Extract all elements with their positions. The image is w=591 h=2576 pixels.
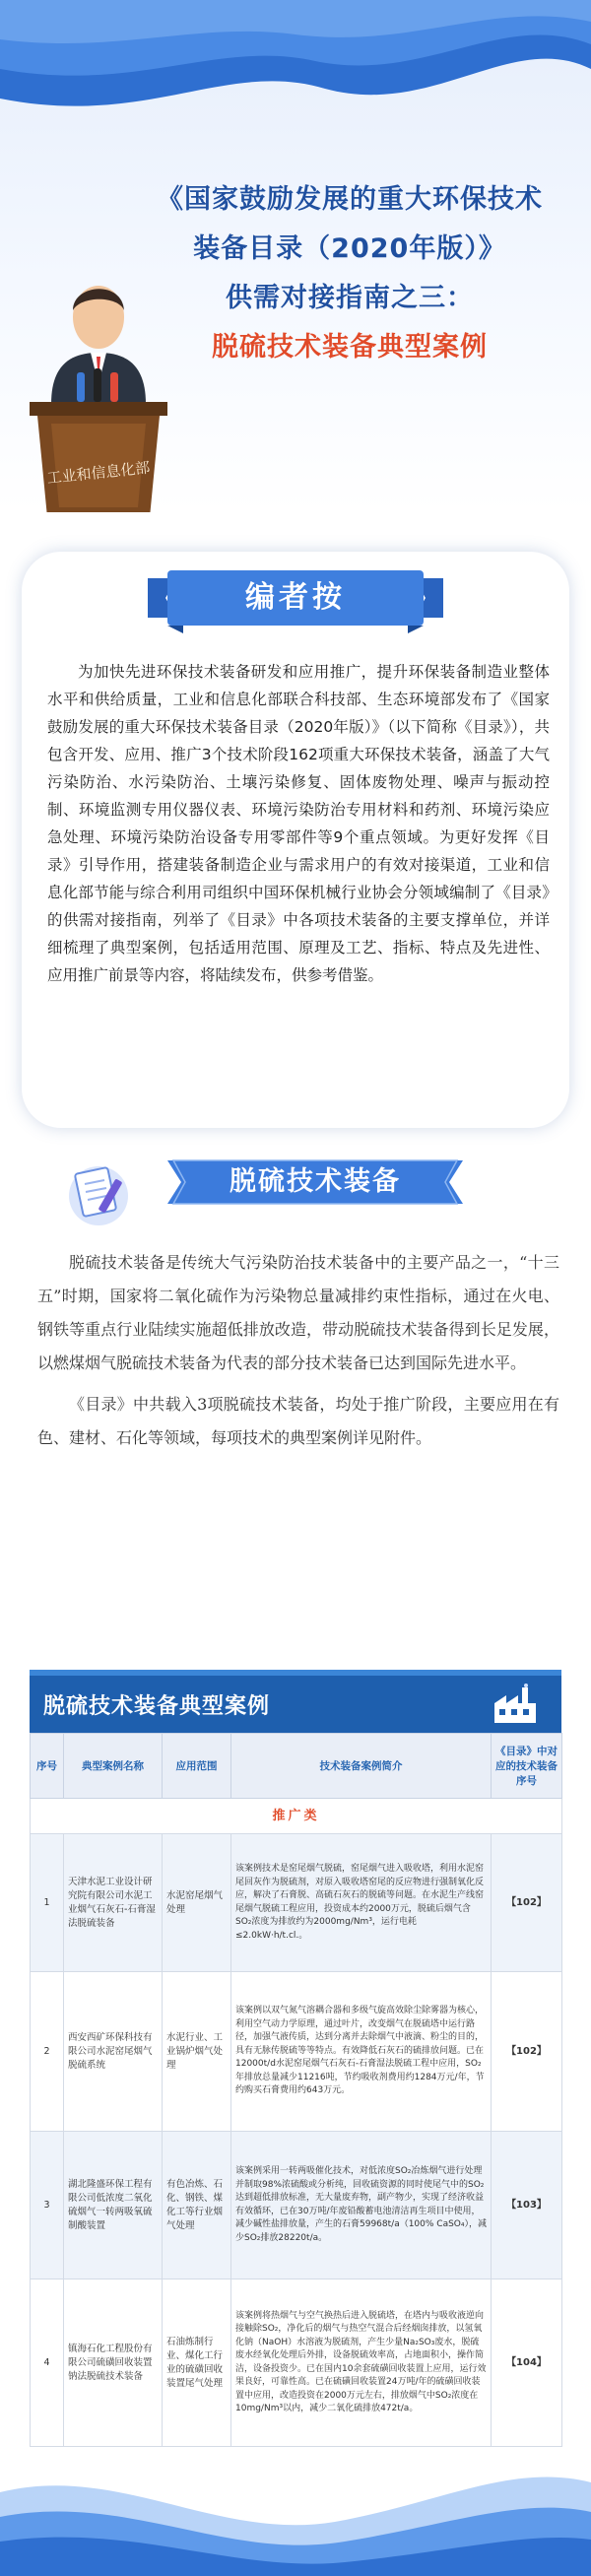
cell-desc: 该案例技术是窑尾烟气脱硫，窑尾烟气进入吸收塔，利用水泥窑尾回灰作为脱硫剂，对原入吸收塔窑尾的反应物进行强制氧化反应，解决了石膏脱、高硫石灰石的脱硫等问题。在水泥生产线窑尾烟气脱硫工程应用，投资成本约2000万元，脱硫后烟气含SO₂浓度为排放约为2000mg/Nm³，运行电耗≤2.0kW·h/t.cl.。 (231, 1834, 492, 1972)
stage-label: 推广类 (31, 1799, 562, 1834)
title-line-1: 《国家鼓励发展的重大环保技术 (157, 184, 543, 215)
table-title: 脱硫技术装备典型案例 (43, 1694, 271, 1719)
cell-desc: 该案例以双气氮气溶耦合器和多级气旋高效除尘除雾器为核心，利用空气动力学原理，通过叶片，改变烟气在脱硫塔中运行路径，加强气液传质，达到分离并去除烟气中液滴、粉尘的目的，具有无脉传脱硫等等特点。有效降低石灰石的硫排放问题。已在12000t/d水泥窑尾烟气石灰石-石膏湿法脱硫工程中应用，SO₂年排放总量减少11216吨，节约吸收剂费用约1284万元/年，节约购买石膏费用约643万元。 (231, 1972, 492, 2132)
col-header-desc: 技术装备案例简介 (231, 1734, 492, 1799)
title-line-4: 脱硫技术装备典型案例 (212, 332, 488, 363)
page-title (128, 175, 571, 372)
podium-label: 工业和信息化部 (45, 458, 152, 488)
bottom-wave-decoration (0, 2404, 591, 2576)
cell-code: 【104】 (492, 2279, 562, 2447)
col-header-scope: 应用范围 (163, 1734, 231, 1799)
editor-heading: 编者按 (245, 580, 346, 615)
cell-scope: 水泥窑尾烟气处理 (163, 1834, 231, 1972)
stage-row (31, 1799, 562, 1834)
editor-paragraph: 为加快先进环保技术装备研发和应用推广，提升环保装备制造业整体水平和供给质量，工业和信息化部联合科技部、生态环境部发布了《国家鼓励发展的重大环保技术装备目录（2020年版）》（以下简称《目录》），共包含开发、应用、推广3个技术阶段162项重大环保技术装备，涵盖了大气污染防治、水污染防治、土壤污染修复、固体废物处理、噪声与振动控制、环境监测专用仪器仪表、环境污染防治专用材料和药剂、环境污染应急处理、环境污染防治设备专用零部件等9个重点领域。为更好发挥《目录》引导作用，搭建装备制造企业与需求用户的有效对接渠道，工业和信息化部节能与综合利用司组织中国环保机械行业协会分领域编制了《目录》的供需对接指南，列举了《目录》中各项技术装备的主要支撑单位，并详细梳理了典型案例，包括适用范围、原理及工艺、指标、特点及先进性、应用推广前景等内容，将陆续发布，供参考借鉴。 (47, 663, 550, 984)
cell-scope: 有色冶炼、石化、钢铁、煤化工等行业烟气处理 (163, 2132, 231, 2279)
top-wave-decoration (0, 0, 591, 148)
cell-code: 【102】 (492, 1972, 562, 2132)
person-speaker-icon (12, 266, 184, 512)
cell-name: 湖北隆盛环保工程有限公司低浓度二氧化硫烟气一转两吸氧硫制酸装置 (64, 2132, 163, 2279)
cell-no: 4 (31, 2279, 64, 2447)
table-header-row (31, 1734, 562, 1799)
cell-scope: 水泥行业、工业锅炉烟气处理 (163, 1972, 231, 2132)
hero-header (0, 0, 591, 512)
cell-scope: 石油炼制行业、煤化工行业的硫磺回收装置尾气处理 (163, 2279, 231, 2447)
factory-icon (491, 1684, 540, 1725)
cases-table (30, 1733, 562, 2447)
cell-no: 1 (31, 1834, 64, 1972)
cell-name: 西安西矿环保科技有限公司水泥窑尾烟气脱硫系统 (64, 1972, 163, 2132)
table-header-bar (30, 1670, 561, 1733)
cell-desc: 该案例采用一转两吸催化技术，对低浓度SO₂冶炼烟气进行处理并制取98%浓硫酸或分析纯，回收硫资源的同时使尾气中的SO₂达到超低排放标准，无大量废弃物，副产物少，实现了经济收益有效循环，已在30万吨/年废铅酸蓄电池清洁再生项目中使用，减少碱性盐排放量，产生的石膏59968t/a（100% CaSO₄），减少SO₂排放28220t/a。 (231, 2132, 492, 2279)
cell-code: 【103】 (492, 2132, 562, 2279)
cell-name: 天津水泥工业设计研究院有限公司水泥工业烟气石灰石-石膏湿法脱硫装备 (64, 1834, 163, 1972)
section-paragraph-2: 《目录》中共载入3项脱硫技术装备，均处于推广阶段，主要应用在有色、建材、石化等领域，每项技术的典型案例详见附件。 (37, 1395, 559, 1447)
title-line-3: 供需对接指南之三： (226, 283, 474, 313)
col-header-name: 典型案例名称 (64, 1734, 163, 1799)
cell-name: 镇海石化工程股份有限公司硫磺回收装置钠法脱硫技术装备 (64, 2279, 163, 2447)
table-row (31, 1834, 562, 1972)
section-heading: 脱硫技术装备 (230, 1166, 401, 1197)
col-header-no: 序号 (31, 1734, 64, 1799)
col-header-code: 《目录》中对应的技术装备序号 (492, 1734, 562, 1799)
cell-code: 【102】 (492, 1834, 562, 1972)
document-pen-icon (59, 1153, 138, 1231)
table-row (31, 2132, 562, 2279)
cell-desc: 该案例将热烟气与空气换热后进入脱硫塔，在塔内与吸收液逆向接触除SO₂，净化后的烟气与热空气混合后经烟囱排放，以氢氧化钠（NaOH）水溶液为脱硫剂，产生少量Na₂SO₃废水，脱硫废水经氧化处理后外排，设备脱硫效率高，占地面积小，操作简洁，设备投资少。已在国内10余套硫磺回收装置上应用，运行效果良好，可靠性高。已在硫磺回收装置24万吨/年的硫磺回收装置中应用，改造投资在2000万元左右，排放烟气中SO₂浓度在10mg/Nm³以内，减少二氧化硫排放472t/a。 (231, 2279, 492, 2447)
section-body (37, 1246, 559, 1463)
title-line-2: 装备目录（2020年版）》 (193, 233, 506, 264)
section-paragraph-1: 脱硫技术装备是传统大气污染防治技术装备中的主要产品之一，“十三五”时期，国家将二氧化硫作为污染物总量减排约束性指标，通过在火电、钢铁等重点行业陆续实施超低排放改造，带动脱硫技术装备得到长足发展，以燃煤烟气脱硫技术装备为代表的部分技术装备已达到国际先进水平。 (37, 1253, 559, 1372)
cell-no: 2 (31, 1972, 64, 2132)
cell-no: 3 (31, 2132, 64, 2279)
table-row (31, 1972, 562, 2132)
